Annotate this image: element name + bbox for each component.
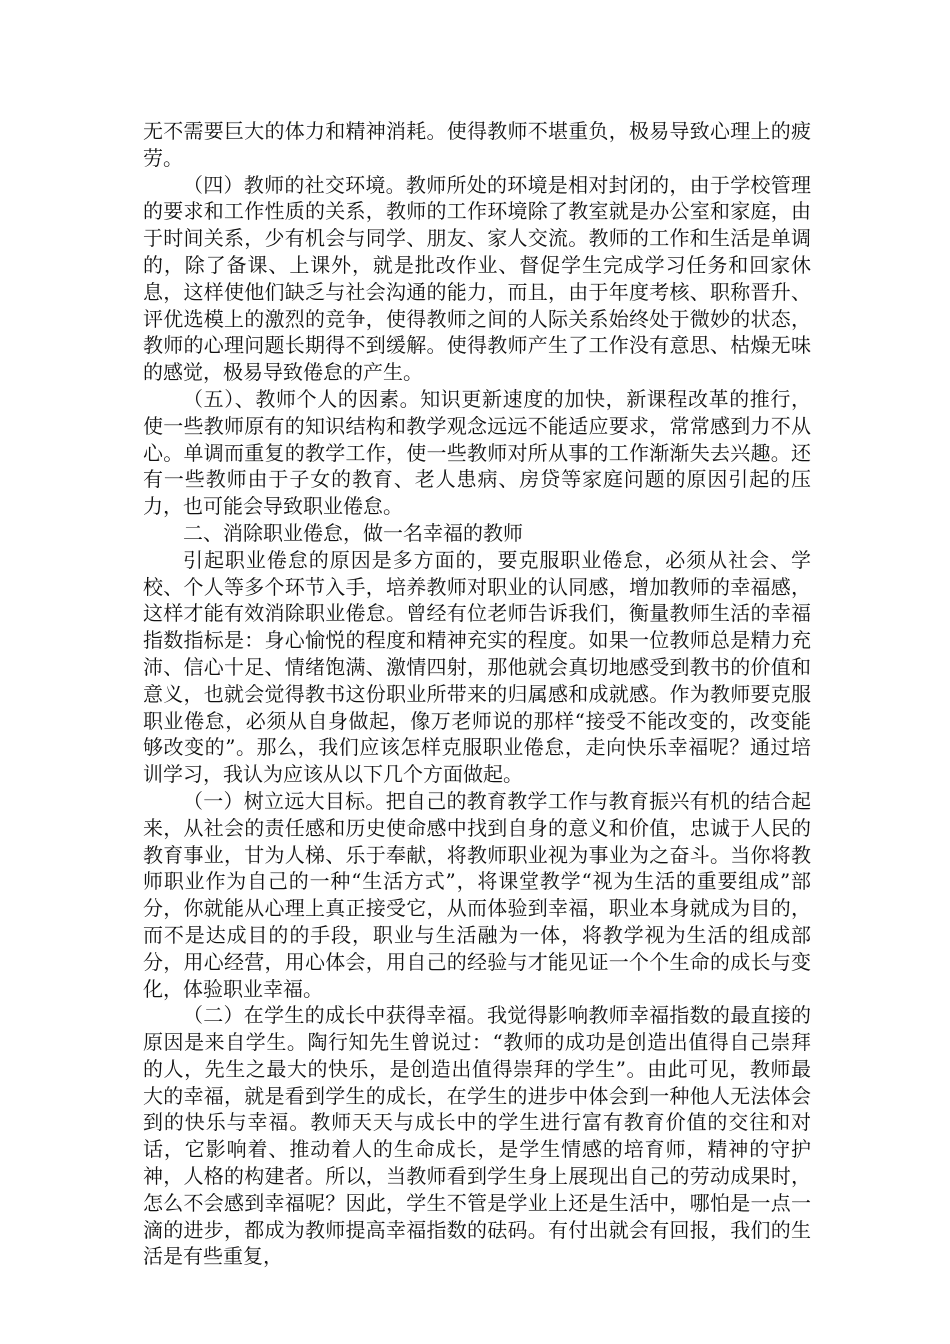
paragraph-causes: 引起职业倦怠的原因是多方面的，要克服职业倦怠，必须从社会、学校、个人等多个环节入手，培养教师对职业的认同感，增加教师的幸福感，这样才能有效消除职业倦怠。曾经有位老师告诉我们，衡量教师生活的幸福指数指标是：身心愉悦的程度和精神充实的程度。如果一位教师总是精力充沛、信心十足、情绪饱满、激情四射，那他就会真切地感受到教书的价值和意义，也就会觉得教书这份职业所带来的归属感和成就感。作为教师要克服职业倦怠，必须从自身做起，像万老师说的那样“接受不能改变的，改变能够改变的”。那么，我们应该怎样克服职业倦怠，走向快乐幸福呢？通过培训学习，我认为应该从以下几个方面做起。 [143, 547, 811, 787]
document-body [143, 118, 811, 1270]
paragraph-personal-factors: （五）、教师个人的因素。知识更新速度的加快，新课程改革的推行，使一些教师原有的知识结构和教学观念远远不能适应要求，常常感到力不从心。单调而重复的教学工作，使一些教师对所从事的工作渐渐失去兴趣。还有一些教师由于子女的教育、老人患病、房贷等家庭问题的原因引起的压力，也可能会导致职业倦怠。 [143, 386, 811, 519]
paragraph-student-growth: （二）在学生的成长中获得幸福。我觉得影响教师幸福指数的最直接的原因是来自学生。陶行知先生曾说过：“教师的成功是创造出值得自己崇拜的人，先生之最大的快乐，是创造出值得崇拜的学生”。由此可见，教师最大的幸福，就是看到学生的成长，在学生的进步中体会到一种他人无法体会到的快乐与幸福。教师天天与成长中的学生进行富有教育价值的交往和对话，它影响着、推动着人的生命成长，是学生情感的培育师，精神的守护神，人格的构建者。所以，当教师看到学生身上展现出自己的劳动成果时，怎么不会感到幸福呢？因此，学生不管是学业上还是生活中，哪怕是一点一滴的进步，都成为教师提高幸福指数的砝码。有付出就会有回报，我们的生活是有些重复， [143, 1003, 811, 1269]
section-heading: 二、消除职业倦怠，做一名幸福的教师 [183, 520, 523, 545]
paragraph-goal: （一）树立远大目标。把自己的教育教学工作与教育振兴有机的结合起来，从社会的责任感和历史使命感中找到自身的意义和价值，忠诚于人民的教育事业，甘为人梯、乐于奉献，将教师职业视为事业为之奋斗。当你将教师职业作为自己的一种“生活方式”，将课堂教学“视为生活的重要组成”部分，你就能从心理上真正接受它，从而体验到幸福，职业本身就成为目的，而不是达成目的的手段，职业与生活融为一体，将教学视为生活的组成部分，用心经营，用心体会，用自己的经验与才能见证一个个生命的成长与变化，体验职业幸福。 [143, 788, 811, 1001]
paragraph-continuation: 无不需要巨大的体力和精神消耗。使得教师不堪重负，极易导致心理上的疲劳。 [143, 119, 811, 170]
paragraph-social-environment: （四）教师的社交环境。教师所处的环境是相对封闭的，由于学校管理的要求和工作性质的关系，教师的工作环境除了教室就是办公室和家庭，由于时间关系，少有机会与同学、朋友、家人交流。教师的工作和生活是单调的，除了备课、上课外，就是批改作业、督促学生完成学习任务和回家休息，这样使他们缺乏与社会沟通的能力，而且，由于年度考核、职称晋升、评优选模上的激烈的竞争，使得教师之间的人际关系始终处于微妙的状态，教师的心理问题长期得不到缓解。使得教师产生了工作没有意思、枯燥无味的感觉，极易导致倦怠的产生。 [143, 172, 811, 385]
